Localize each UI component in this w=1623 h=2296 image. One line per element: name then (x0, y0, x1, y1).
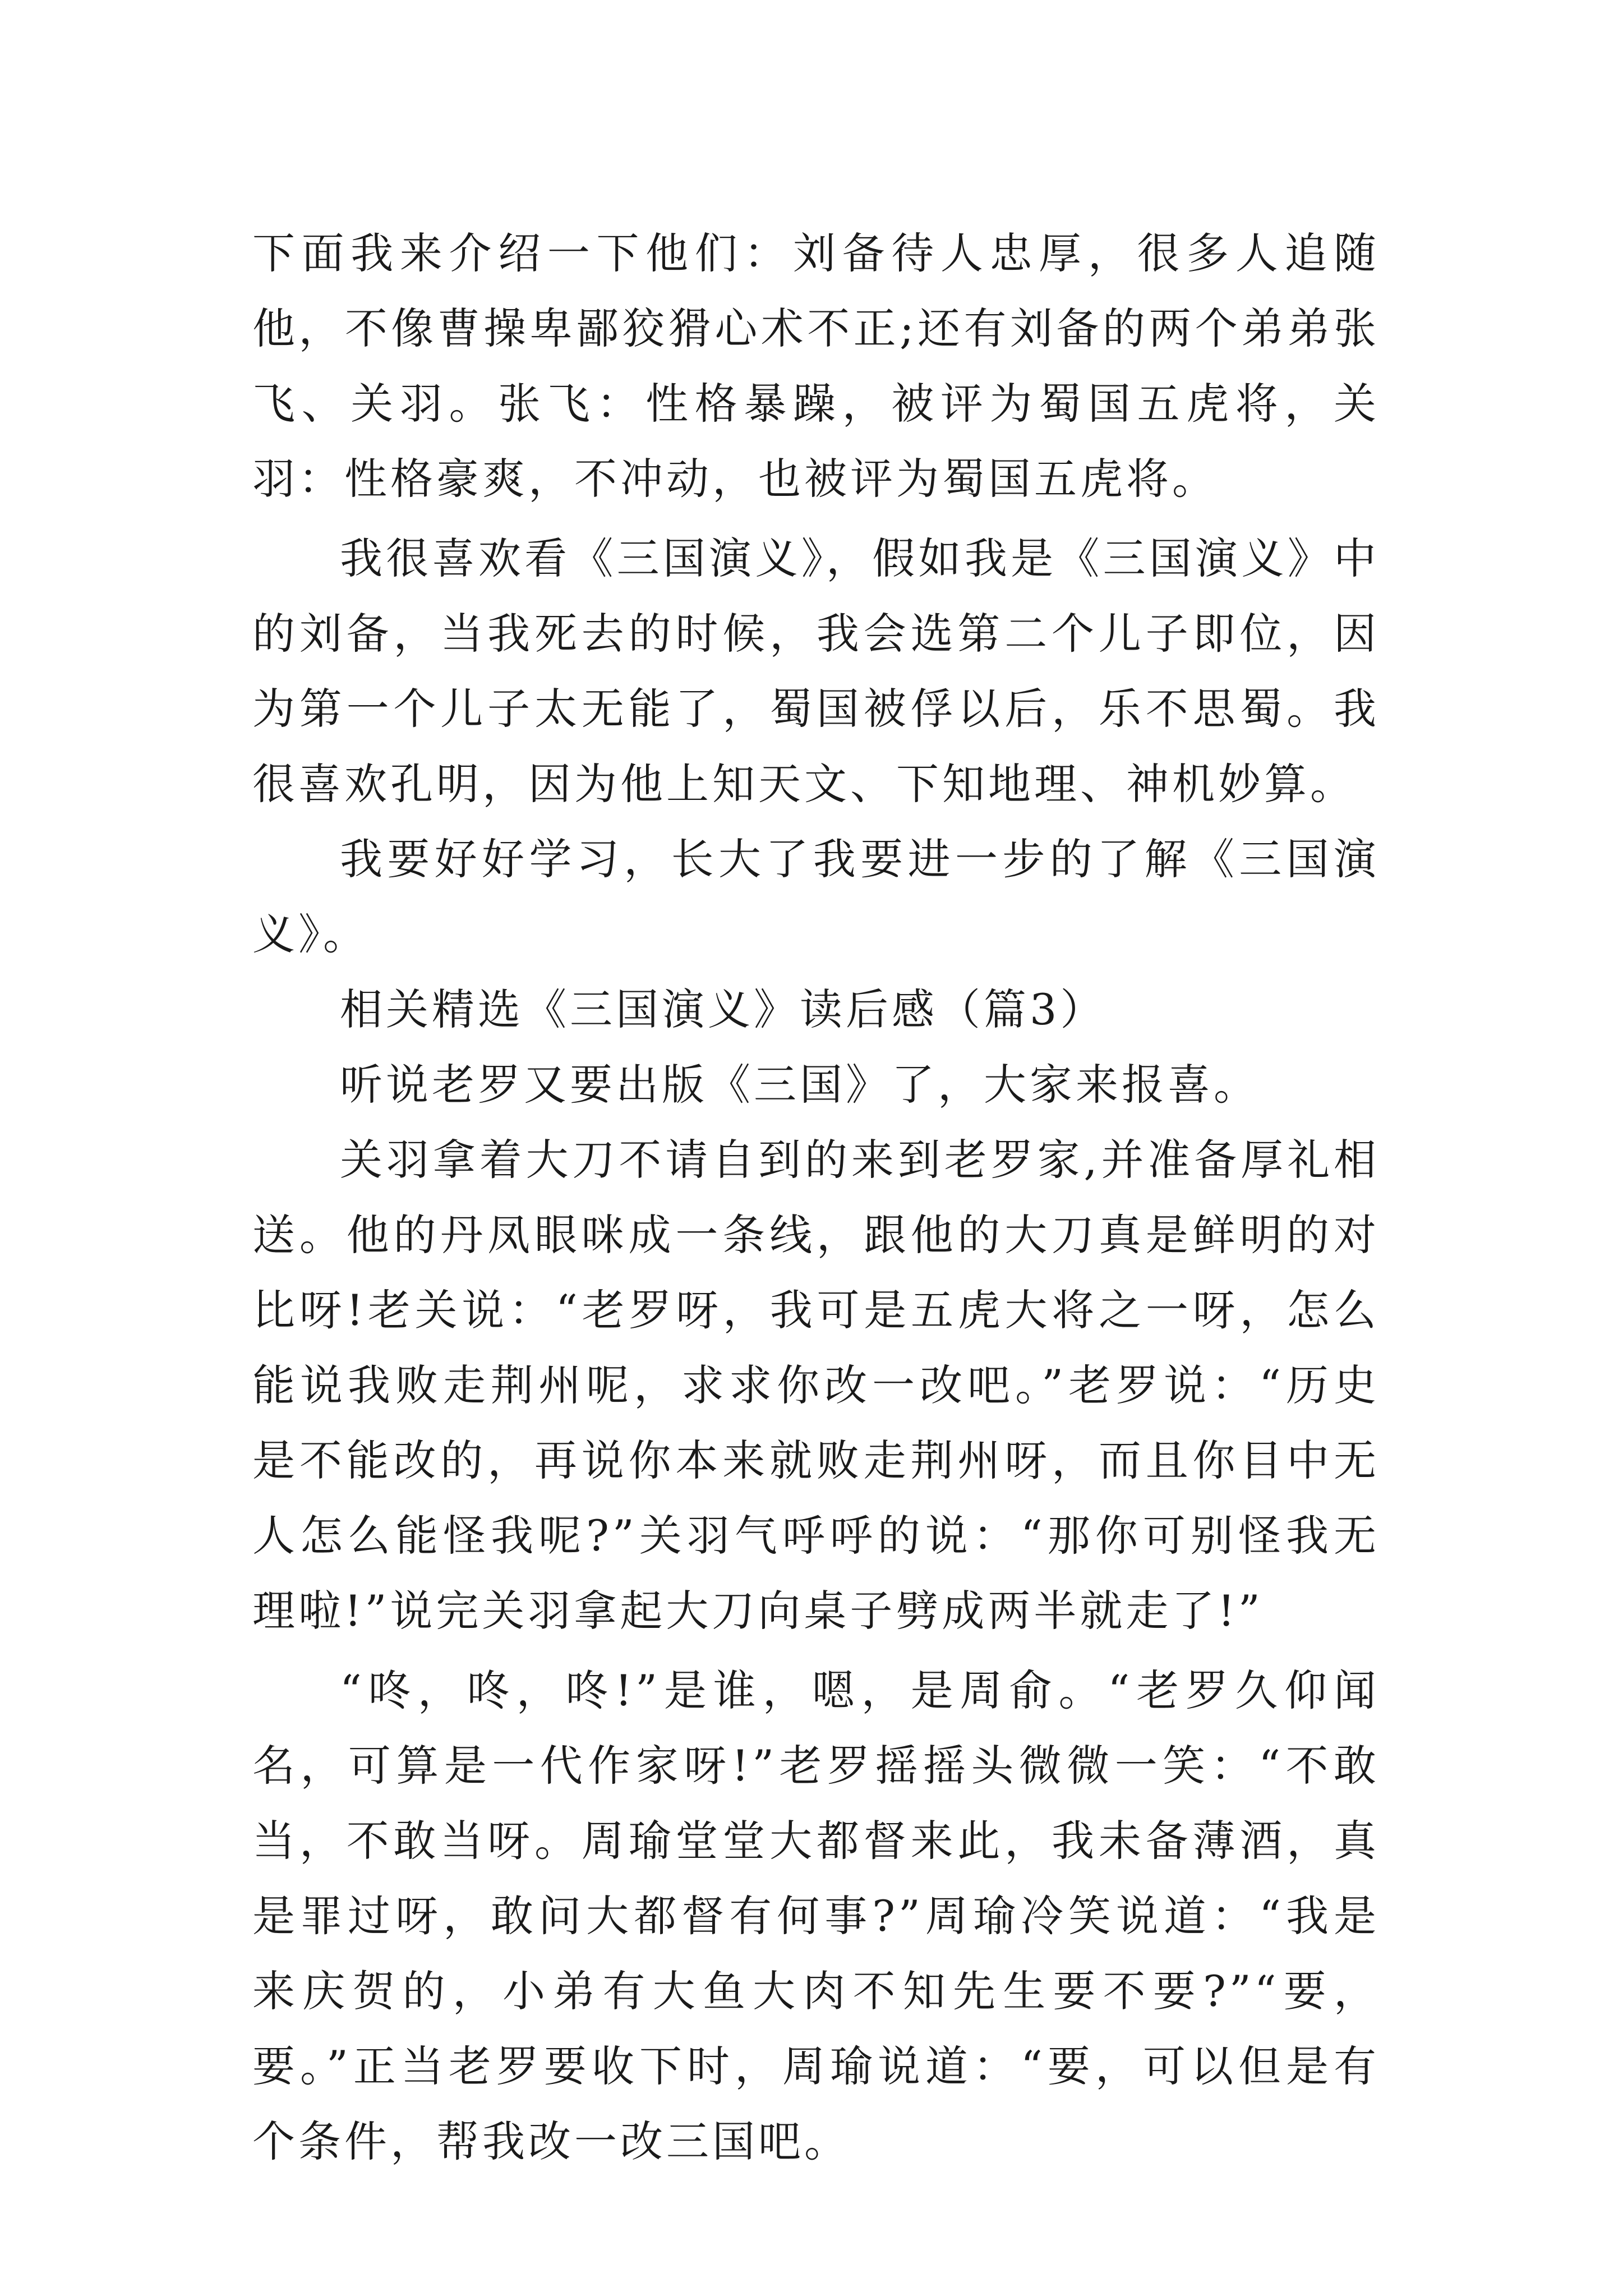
document-body (252, 216, 1380, 2179)
paragraph-liubei: 我很喜欢看《三国演义》，假如我是《三国演义》中的刘备，当我死去的时候，我会选第二个儿子即位，因为第一个儿子太无能了，蜀国被俘以后，乐不思蜀。我很喜欢孔明，因为他上知天文、下知地理、神机妙算。 (252, 533, 1380, 809)
paragraph-introduction: 下面我来介绍一下他们：刘备待人忠厚，很多人追随他，不像曹操卑鄙狡猾心术不正;还有刘备的两个弟弟张飞、关羽。张飞：性格暴躁，被评为蜀国五虎将，关羽：性格豪爽，不冲动，也被评为蜀国五虎将。 (252, 228, 1380, 504)
paragraph-study: 我要好好学习，长大了我要进一步的了解《三国演义》。 (252, 834, 1380, 959)
paragraph-zhouyu: “咚，咚，咚!”是谁，嗯，是周俞。“老罗久仰闻名，可算是一代作家呀!”老罗摇摇头微微一笑：“不敢当，不敢当呀。周瑜堂堂大都督来此，我未备薄酒，真是罪过呀，敢问大都督有何事?”周瑜冷笑说道：“我是来庆贺的，小弟有大鱼大肉不知先生要不要?”“要，要。”正当老罗要收下时，周瑜说道：“要，可以但是有个条件，帮我改一改三国吧。 (252, 1665, 1380, 2166)
paragraph-guanyu: 关羽拿着大刀不请自到的来到老罗家,并准备厚礼相送。他的丹凤眼咪成一条线，跟他的大刀真是鲜明的对比呀!老关说：“老罗呀，我可是五虎大将之一呀，怎么能说我败走荆州呢，求求你改一改吧。”老罗说：“历史是不能改的，再说你本来就败走荆州呀，而且你目中无人怎么能怪我呢?”关羽气呼呼的说：“那你可别怪我无理啦!”说完关羽拿起大刀向桌子劈成两半就走了!” (252, 1135, 1380, 1636)
section-heading: 相关精选《三国演义》读后感（篇3） (340, 984, 1106, 1034)
paragraph-news: 听说老罗又要出版《三国》了，大家来报喜。 (340, 1060, 1260, 1110)
